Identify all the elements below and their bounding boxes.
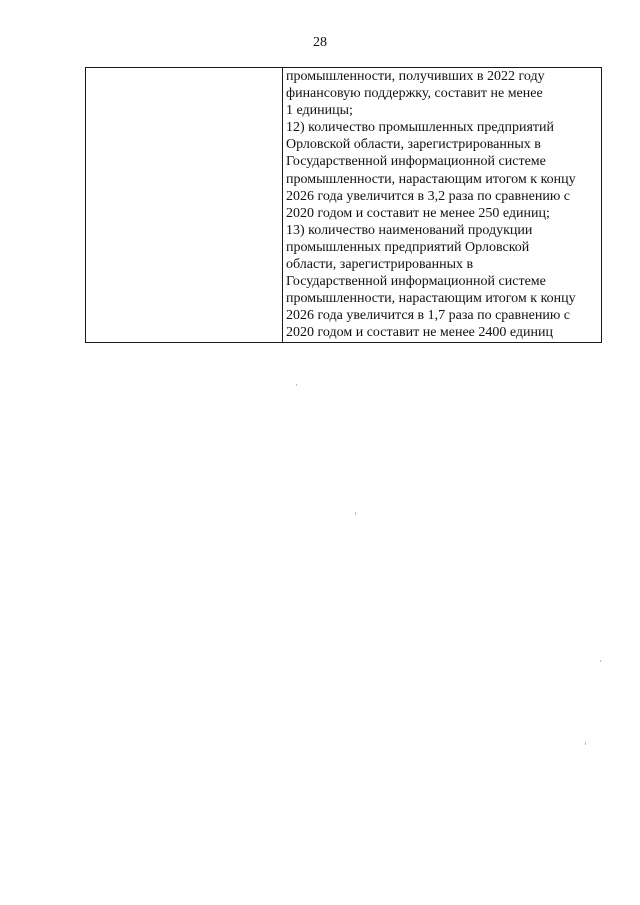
text-line: 13) количество наименований продукции <box>286 222 533 238</box>
text-line: 2026 года увеличится в 1,7 раза по сравнению с <box>286 308 570 324</box>
text-line: области, зарегистрированных в <box>286 257 474 273</box>
text-line: Государственной информационной системе <box>286 274 546 290</box>
scan-speck <box>585 742 586 745</box>
table-cell-left <box>86 68 283 343</box>
text-line: промышленности, нарастающим итогом к концу <box>286 171 576 187</box>
table-row <box>86 68 602 343</box>
text-line: 2020 годом и составит не менее 250 единиц; <box>286 205 550 221</box>
text-line: 12) количество промышленных предприятий <box>286 120 555 136</box>
scan-speck <box>600 660 601 662</box>
text-line: Государственной информационной системе <box>286 154 546 170</box>
text-line: промышленных предприятий Орловской <box>286 239 530 255</box>
content-table <box>85 67 602 343</box>
text-line: 1 единицы; <box>286 103 353 119</box>
scan-speck <box>355 512 356 515</box>
text-line: 2026 года увеличится в 3,2 раза по сравнению с <box>286 188 570 204</box>
text-line: промышленности, нарастающим итогом к концу <box>286 291 576 307</box>
page-number: 28 <box>313 35 327 50</box>
text-line: промышленности, получивших в 2022 году <box>286 69 545 84</box>
table-cell-right <box>283 68 602 343</box>
text-line: 2020 годом и составит не менее 2400 единиц <box>286 325 554 341</box>
cell-text-block <box>283 68 601 342</box>
scan-speck <box>296 384 297 386</box>
text-line: финансовую поддержку, составит не менее <box>286 86 543 102</box>
text-line: Орловской области, зарегистрированных в <box>286 137 541 153</box>
